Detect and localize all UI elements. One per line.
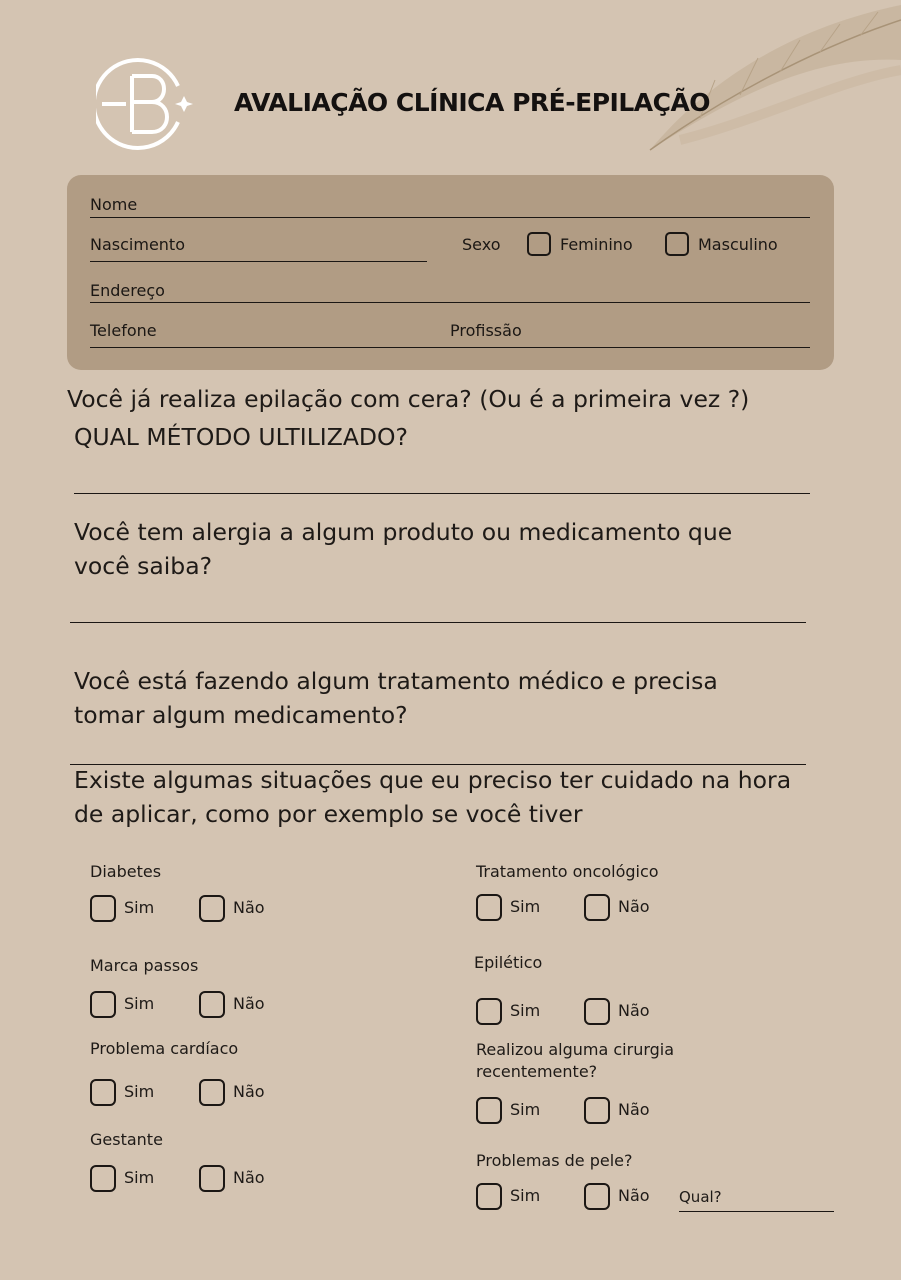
surgery-no-checkbox[interactable] xyxy=(584,1097,610,1124)
pregnant-no-label: Não xyxy=(233,1168,265,1187)
letter-b-sparkle-logo xyxy=(96,56,196,152)
question-method: QUAL MÉTODO ULTILIZADO? xyxy=(74,423,408,451)
pacemaker-yes-label: Sim xyxy=(124,994,155,1013)
leaf-decoration xyxy=(640,0,901,160)
condition-skin: Problemas de pele? xyxy=(476,1151,633,1170)
question-wax: Você já realiza epilação com cera? (Ou é a primeira vez ?) xyxy=(67,385,750,413)
condition-pregnant: Gestante xyxy=(90,1130,163,1149)
oncology-yes-label: Sim xyxy=(510,897,541,916)
birth-field[interactable] xyxy=(90,261,427,262)
heart-no-checkbox[interactable] xyxy=(199,1079,225,1106)
phone-profession-field[interactable] xyxy=(90,347,810,348)
birth-label: Nascimento xyxy=(90,235,185,254)
name-field[interactable] xyxy=(90,217,810,218)
sex-label: Sexo xyxy=(462,235,501,254)
question-conditions: Existe algumas situações que eu preciso ter cuidado na hora de aplicar, como por exemplo se você tiver xyxy=(74,766,792,828)
diabetes-yes-label: Sim xyxy=(124,898,155,917)
condition-surgery: Realizou alguma cirurgia recentemente? xyxy=(476,1040,675,1081)
question-allergy: Você tem alergia a algum produto ou medicamento que você saiba? xyxy=(74,518,733,580)
diabetes-no-checkbox[interactable] xyxy=(199,895,225,922)
heart-no-label: Não xyxy=(233,1082,265,1101)
pacemaker-no-checkbox[interactable] xyxy=(199,991,225,1018)
phone-label: Telefone xyxy=(90,321,157,340)
diabetes-yes-checkbox[interactable] xyxy=(90,895,116,922)
condition-diabetes: Diabetes xyxy=(90,862,162,881)
question-treatment: Você está fazendo algum tratamento médico e precisa tomar algum medicamento? xyxy=(74,667,718,729)
pregnant-yes-checkbox[interactable] xyxy=(90,1165,116,1192)
pregnant-yes-label: Sim xyxy=(124,1168,155,1187)
pacemaker-yes-checkbox[interactable] xyxy=(90,991,116,1018)
epileptic-no-label: Não xyxy=(618,1001,650,1020)
skin-yes-label: Sim xyxy=(510,1186,541,1205)
pacemaker-no-label: Não xyxy=(233,994,265,1013)
condition-pacemaker: Marca passos xyxy=(90,956,199,975)
epileptic-no-checkbox[interactable] xyxy=(584,998,610,1025)
address-label: Endereço xyxy=(90,281,165,300)
oncology-yes-checkbox[interactable] xyxy=(476,894,502,921)
skin-no-checkbox[interactable] xyxy=(584,1183,610,1210)
page-title: AVALIAÇÃO CLÍNICA PRÉ-EPILAÇÃO xyxy=(234,88,711,117)
answer-line-allergy[interactable] xyxy=(70,622,806,623)
feminine-checkbox[interactable] xyxy=(527,232,551,256)
oncology-no-checkbox[interactable] xyxy=(584,894,610,921)
condition-oncology: Tratamento oncológico xyxy=(476,862,659,881)
answer-line-method[interactable] xyxy=(74,493,810,494)
personal-info-card xyxy=(67,175,834,370)
name-label: Nome xyxy=(90,195,138,214)
skin-no-label: Não xyxy=(618,1186,650,1205)
address-field[interactable] xyxy=(90,302,810,303)
profession-label: Profissão xyxy=(450,321,522,340)
epileptic-yes-label: Sim xyxy=(510,1001,541,1020)
masculine-label: Masculino xyxy=(698,235,778,254)
surgery-no-label: Não xyxy=(618,1100,650,1119)
masculine-checkbox[interactable] xyxy=(665,232,689,256)
diabetes-no-label: Não xyxy=(233,898,265,917)
which-label: Qual? xyxy=(679,1188,722,1206)
surgery-yes-checkbox[interactable] xyxy=(476,1097,502,1124)
skin-yes-checkbox[interactable] xyxy=(476,1183,502,1210)
pregnant-no-checkbox[interactable] xyxy=(199,1165,225,1192)
heart-yes-checkbox[interactable] xyxy=(90,1079,116,1106)
oncology-no-label: Não xyxy=(618,897,650,916)
condition-heart: Problema cardíaco xyxy=(90,1039,239,1058)
epileptic-yes-checkbox[interactable] xyxy=(476,998,502,1025)
condition-epileptic: Epilético xyxy=(474,953,543,972)
surgery-yes-label: Sim xyxy=(510,1100,541,1119)
feminine-label: Feminino xyxy=(560,235,633,254)
which-field[interactable] xyxy=(679,1211,834,1212)
heart-yes-label: Sim xyxy=(124,1082,155,1101)
